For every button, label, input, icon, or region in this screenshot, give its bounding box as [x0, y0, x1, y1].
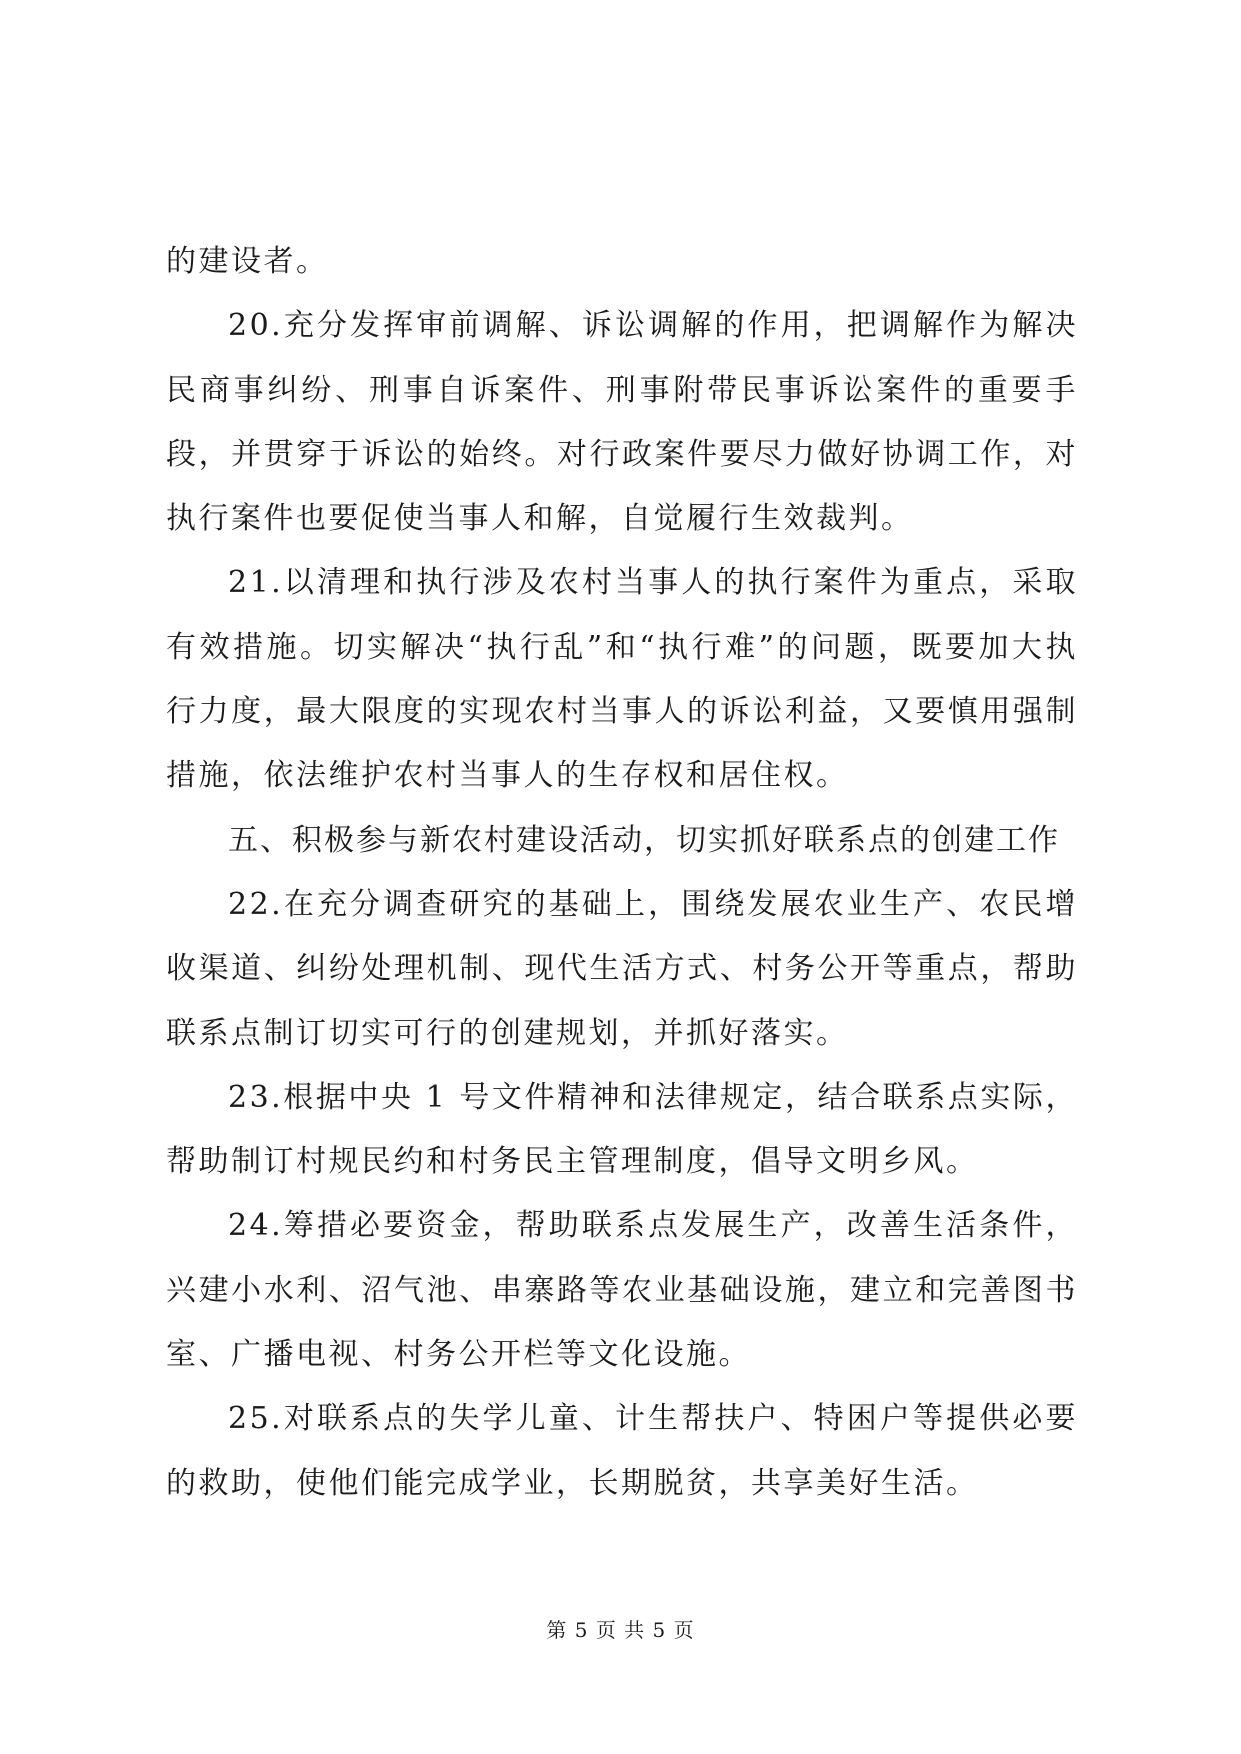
page-number-indicator: 第 5 页 共 5 页 — [546, 1618, 695, 1642]
paragraph-item-24: 24.筹措必要资金，帮助联系点发展生产，改善生活条件，兴建小水利、沼气池、串寨路等农业基础设施，建立和完善图书室、广播电视、村务公开栏等文化设施。 — [166, 1208, 1078, 1373]
paragraph-continuation: 的建设者。 — [166, 244, 329, 279]
paragraph-item-21: 21.以清理和执行涉及农村当事人的执行案件为重点，采取有效措施。切实解决“执行乱”和“执行难”的问题，既要加大执行力度，最大限度的实现农村当事人的诉讼利益，又要慎用强制措施，依法维护农村当事人的生存权和居住权。 — [166, 565, 1078, 794]
page-footer — [0, 1614, 1241, 1643]
paragraph-item-25: 25.对联系点的失学儿童、计生帮扶户、特困户等提供必要的救助，使他们能完成学业，长期脱贫，共享美好生活。 — [166, 1401, 1078, 1501]
document-body — [166, 230, 1078, 1516]
section-heading-5: 五、积极参与新农村建设活动，切实抓好联系点的创建工作 — [228, 822, 1060, 858]
paragraph-item-20: 20.充分发挥审前调解、诉讼调解的作用，把调解作为解决民商事纠纷、刑事自诉案件、刑事附带民事诉讼案件的重要手段，并贯穿于诉讼的始终。对行政案件要尽力做好协调工作，对执行案件也要促使当事人和解，自觉履行生效裁判。 — [166, 308, 1078, 537]
paragraph-item-23: 23.根据中央 1 号文件精神和法律规定，结合联系点实际，帮助制订村规民约和村务民主管理制度，倡导文明乡风。 — [166, 1079, 1078, 1180]
paragraph-item-22: 22.在充分调查研究的基础上，围绕发展农业生产、农民增收渠道、纠纷处理机制、现代生活方式、村务公开等重点，帮助联系点制订切实可行的创建规划，并抓好落实。 — [166, 886, 1078, 1051]
